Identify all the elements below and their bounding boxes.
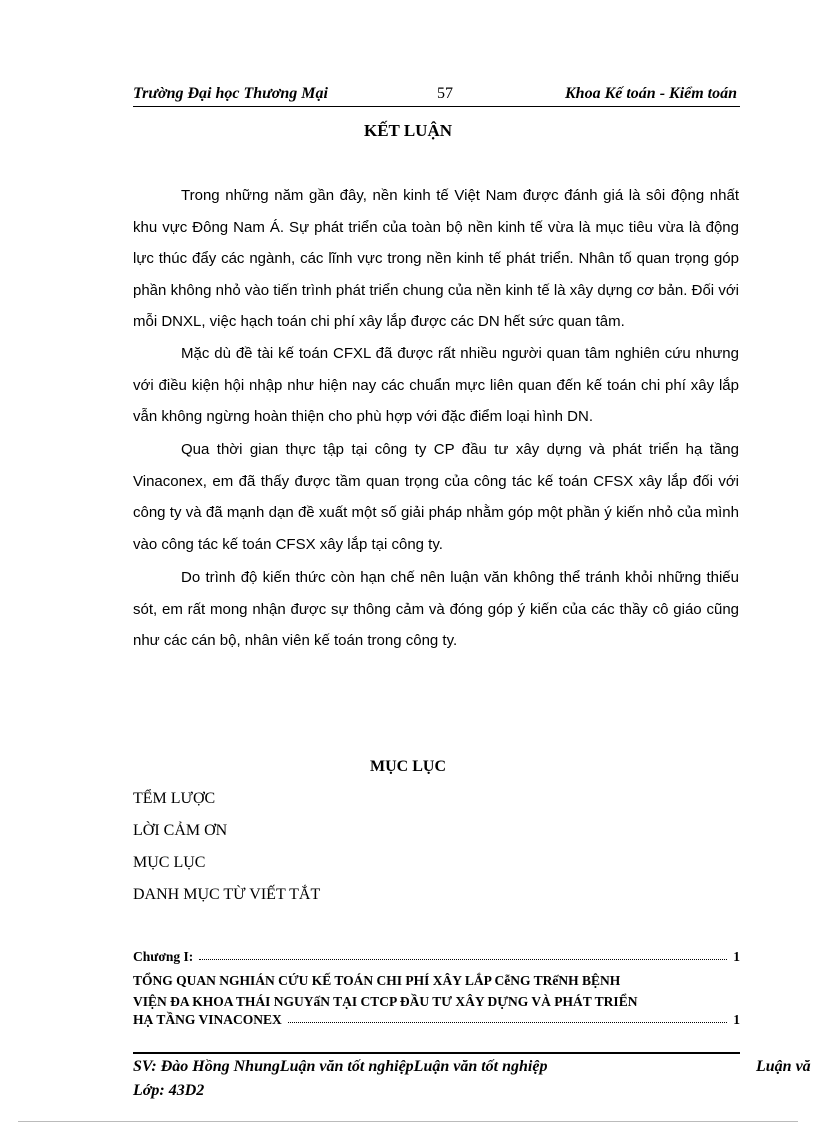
toc-item: DANH MỤC TỪ VIẾT TẮT	[133, 886, 321, 903]
toc-chapter-page: 1	[733, 1012, 740, 1027]
header-page-number: 57	[437, 85, 453, 102]
header-rule	[133, 106, 740, 107]
header-faculty: Khoa Kế toán - Kiểm toán	[565, 85, 738, 102]
toc-item: LỜI CẢM ƠN	[133, 822, 228, 839]
toc-chapter-page: 1	[733, 949, 740, 964]
footer-rule	[133, 1052, 740, 1054]
conclusion-title: KẾT LUẬN	[363, 121, 452, 140]
toc-leader-dots	[288, 1012, 727, 1023]
toc-title: MỤC LỤC	[370, 758, 446, 775]
conclusion-paragraph: Mặc dù đề tài kế toán CFXL đã được rất nhiều người quan tâm nghiên cứu nhưng với điều kiện hội nhập như hiện nay các chuẩn mực liên quan đến kế toán chi phí xây lắp vẫn không ngừng hoàn thiện cho phù hợp với đặc điểm loại hình DN.	[133, 345, 739, 425]
toc-chapter-title-line: HẠ TẦNG VINACONEX	[133, 1012, 282, 1027]
conclusion-paragraph: Qua thời gian thực tập tại công ty CP đầu tư xây dựng và phát triển hạ tầng Vinaconex, em đã thấy được tầm quan trọng của công tác kế toán CFSX xây lắp đối với công ty và đã mạnh dạn đề xuất một số giải pháp nhằm góp một phần ý kiến nhỏ của mình vào công tác kế toán CFSX xây lắp tại công ty.	[133, 441, 739, 553]
toc-chapter-row	[133, 949, 740, 965]
footer-thesis-label: Luận vă	[756, 1058, 811, 1075]
toc-chapter-title-line: VIỆN ĐA KHOA THÁI NGUYấN TẠI CTCP ĐẦU TƯ XÂY DỰNG VÀ PHÁT TRIỂN	[133, 994, 638, 1009]
footer-student: SV: Đào Hồng NhungLuận văn tốt nghiệpLuận văn tốt nghiệp	[133, 1058, 548, 1075]
toc-chapter-title-line: TỔNG QUAN NGHIÁN CỨU KẾ TOÁN CHI PHÍ XÂY LẮP CễNG TRếNH BỆNH	[133, 973, 621, 988]
page-bottom-edge	[18, 1121, 798, 1122]
footer-class: Lớp: 43D2	[133, 1082, 205, 1099]
toc-item: MỤC LỤC	[133, 854, 206, 871]
conclusion-paragraph: Do trình độ kiến thức còn hạn chế nên luận văn không thể tránh khỏi những thiếu sót, em rất mong nhận được sự thông cảm và đóng góp ý kiến của các thầy cô giáo cũng như các cán bộ, nhân viên kế toán trong công ty.	[133, 569, 739, 649]
toc-item: TỂM LƯỢC	[133, 790, 216, 807]
toc-chapter-label: Chương I:	[133, 949, 194, 964]
toc-leader-dots	[199, 949, 727, 960]
conclusion-paragraph: Trong những năm gần đây, nền kinh tế Việt Nam được đánh giá là sôi động nhất khu vực Đông Nam Á. Sự phát triển của toàn bộ nền kinh tế vừa là mục tiêu vừa là động lực thúc đẩy các ngành, các lĩnh vực trong nền kinh tế phát triển. Nhân tố quan trọng góp phần không nhỏ vào tiến trình phát triển chung của nền kinh tế là xây dựng cơ bản. Đối với mỗi DNXL, việc hạch toán chi phí xây lắp được các DN hết sức quan tâm.	[133, 187, 739, 330]
toc-chapter-title	[133, 970, 740, 1012]
header-school: Trường Đại học Thương Mại	[133, 85, 328, 102]
toc-chapter-row	[133, 1012, 740, 1028]
